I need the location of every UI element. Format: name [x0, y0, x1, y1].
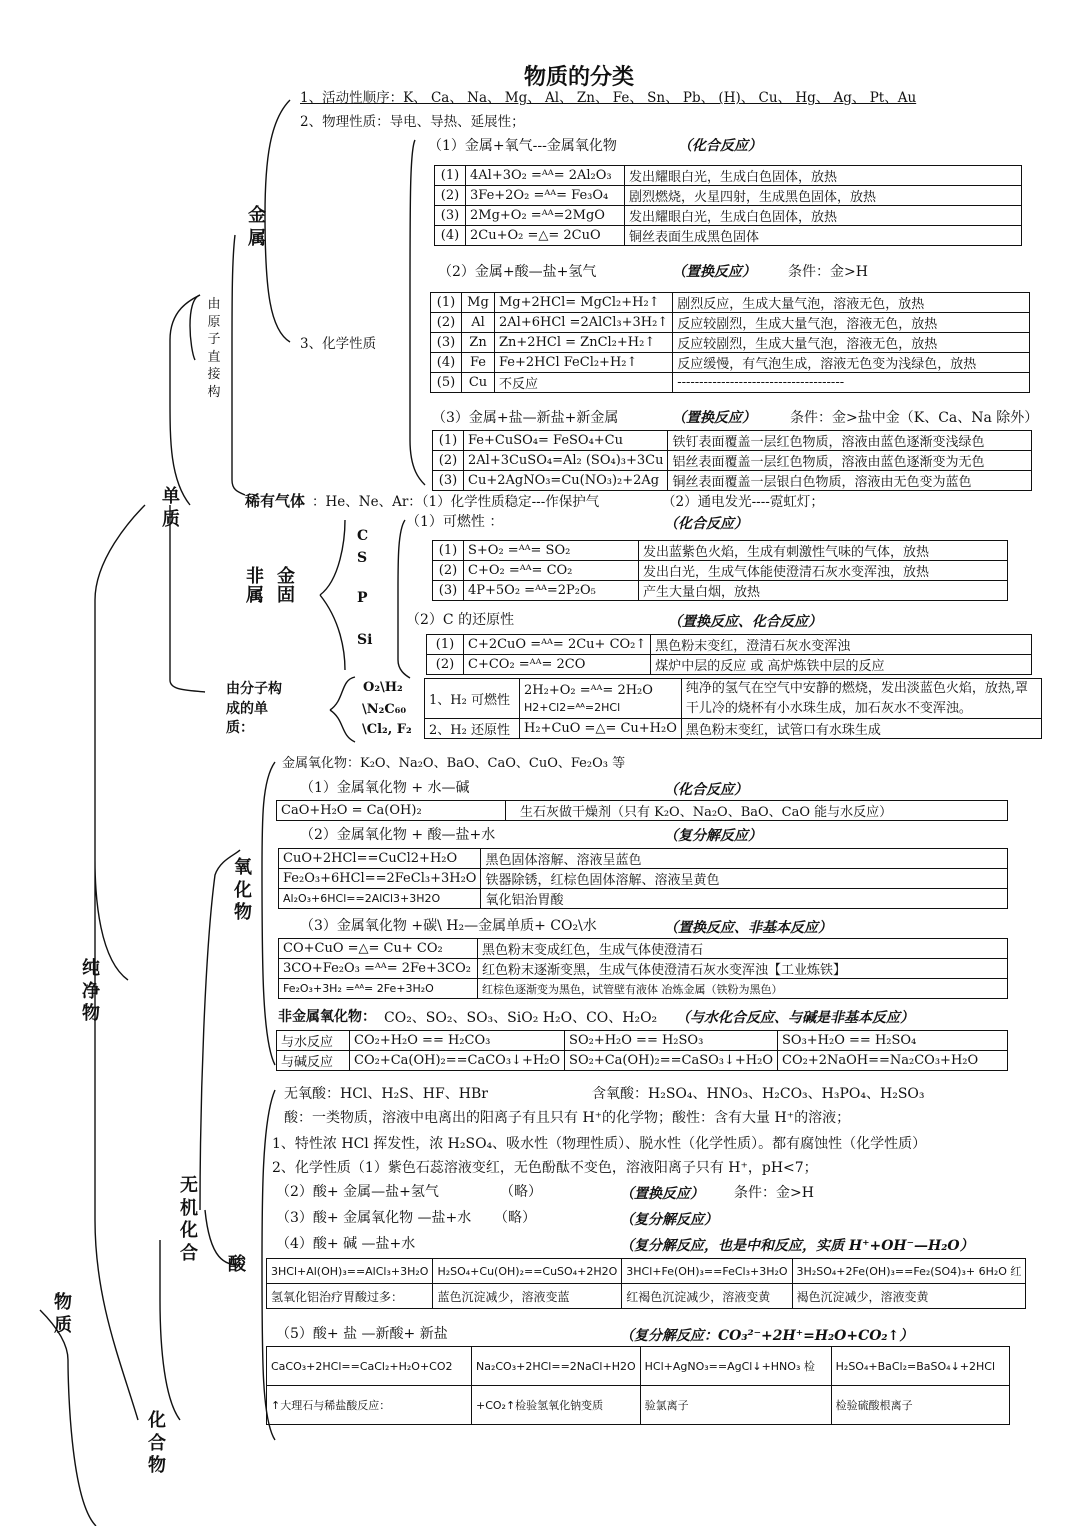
- cell: --------------------------------------: [673, 373, 1030, 393]
- node-nonmetal-solid: 金固: [277, 566, 295, 606]
- molecule-table: [424, 678, 1042, 739]
- nm-comb-note: （化合反应）: [664, 516, 748, 532]
- oxide-reduce-table: [278, 938, 1008, 999]
- table-row: [425, 679, 1042, 719]
- node-simple: 单质: [162, 486, 180, 530]
- cell: (2): [433, 561, 464, 581]
- cell: 3HCl+Fe(OH)₃==FeCl₃+3H₂O: [622, 1259, 792, 1284]
- table-row: [279, 979, 1008, 999]
- nm-comb-table: [432, 540, 1008, 601]
- metal-salt-table: [432, 430, 1032, 491]
- cell: (2): [435, 186, 466, 206]
- oxide-reduce-note: （置换反应、非基本反应）: [664, 920, 832, 936]
- table-row: [435, 226, 1022, 246]
- nm-reduce-table: [426, 634, 1032, 675]
- metal-oxygen-note: （化合反应）: [678, 138, 762, 154]
- cell: (1): [431, 293, 462, 313]
- nm-element-p: P: [357, 590, 368, 606]
- cell: 1、H₂ 可燃性: [425, 679, 520, 719]
- compound-bracket: [160, 1240, 180, 1420]
- acid-r5-note: （复分解反应：CO₃²⁻+2H⁺=H₂O+CO₂↑）: [620, 1328, 914, 1344]
- molecule-item-3: \Cl₂, F₂: [362, 722, 412, 737]
- node-atom-built: 由原子直接构: [207, 297, 221, 400]
- acid-r2-skip: （略）: [500, 1184, 542, 1200]
- acid-oxy: 含氧酸：H₂SO₄、HNO₃、H₂CO₃、H₃PO₄、H₂SO₃: [592, 1086, 925, 1102]
- cell: 检验硫酸根离子: [831, 1386, 1009, 1425]
- cell: 2Al+3CuSO₄=Al₂ (SO₄)₃+3Cu: [464, 451, 668, 471]
- cell: SO₂+H₂O == H₂SO₃: [565, 1031, 778, 1051]
- metal-salt-heading: （3）金属+盐—新盐+新金属: [432, 410, 619, 426]
- cell: Mg+2HCl= MgCl₂+H₂↑: [495, 293, 673, 313]
- table-row: [267, 1347, 1010, 1386]
- cell: S+O₂ =ᴬᴬ= SO₂: [464, 541, 639, 561]
- oxide-acid-table: [278, 848, 1008, 909]
- cell: 发出白光，生成气体能使澄清石灰水变浑浊，放热: [639, 561, 1008, 581]
- oxide-acid-heading: （2）金属氧化物 + 酸—盐+水: [300, 827, 496, 843]
- cell: 2Al+6HCl =2AlCl₃+3H₂↑: [495, 313, 673, 333]
- cell: 铜丝表面生成黑色固体: [625, 226, 1022, 246]
- oxide-water-note: （化合反应）: [664, 782, 748, 798]
- cell: Fe₂O₃+3H₂ =ᴬᴬ= 2Fe+3H₂O: [279, 979, 478, 999]
- cell: 验氯离子: [640, 1386, 831, 1425]
- table-row: [427, 635, 1032, 655]
- acid-r2: （2）酸+ 金属—盐+氢气: [276, 1184, 439, 1200]
- molecule-bracket: [330, 677, 355, 742]
- table-row: [433, 471, 1032, 491]
- cell: 氧化铝治胃酸: [481, 889, 1008, 909]
- table-row: [435, 166, 1022, 186]
- node-nonmetal: 非属: [246, 566, 264, 606]
- metal-oxygen-table: [434, 165, 1022, 246]
- cell: Fe+CuSO₄= FeSO₄+Cu: [464, 431, 668, 451]
- metal-acid-note: （置换反应）: [672, 264, 756, 280]
- molecule-item-1: O₂\H₂: [363, 680, 403, 695]
- cell: (3): [431, 333, 462, 353]
- cell: 不反应: [495, 373, 673, 393]
- cell: 3Fe+2O₂ =ᴬᴬ= Fe₃O₄: [466, 186, 625, 206]
- table-row: [425, 719, 1042, 739]
- metal-bracket: [265, 100, 290, 342]
- metal-to-tree: [232, 235, 245, 495]
- cell: 4Al+3O₂ =ᴬᴬ= 2Al₂O₃: [466, 166, 625, 186]
- cell: CaO+H₂O = Ca(OH)₂: [277, 801, 506, 821]
- cell: (4): [435, 226, 466, 246]
- metal-activity: 1、活动性顺序：K、 Ca、 Na、 Mg、 Al、 Zn、 Fe、 Sn、 Pb、 (H)、 Cu、 Hg、 Ag、 Pt、Au: [300, 90, 917, 106]
- cell: (2): [433, 451, 464, 471]
- cell: Mg: [462, 293, 495, 313]
- table-row: [431, 353, 1030, 373]
- metal-acid-table: [430, 292, 1030, 393]
- cell: C+2CuO =ᴬᴬ= 2Cu+ CO₂↑: [464, 635, 651, 655]
- formula-1: 2H₂+O₂ =ᴬᴬ= 2H₂O: [524, 682, 653, 698]
- oxide-nonmetal-label: 非金属氧化物：: [278, 1009, 376, 1025]
- cell: CO+CuO =△= Cu+ CO₂: [279, 939, 478, 959]
- cell: 3H₂SO₄+2Fe(OH)₃==Fe₂(SO4)₃+ 6H₂O 红: [792, 1259, 1026, 1284]
- cell: C+O₂ =ᴬᴬ= CO₂: [464, 561, 639, 581]
- node-inorganic: 无机化合: [180, 1175, 198, 1264]
- cell: Fe: [462, 353, 495, 373]
- cell: (5): [431, 373, 462, 393]
- acid-r4: （4）酸+ 碱 —盐+水: [276, 1236, 416, 1252]
- cell: 3HCl+Al(OH)₃==AlCl₃+3H₂O: [267, 1259, 433, 1284]
- nm-reduce-note: （置换反应、化合反应）: [668, 614, 822, 630]
- cell: (3): [433, 581, 464, 601]
- metal-physical: 2、物理性质：导电、导热、延展性；: [300, 114, 525, 130]
- oxide-nonmetal-note: （与水化合反应、与碱是非基本反应）: [676, 1010, 914, 1026]
- node-molecule: 由分子构成的单质：: [226, 681, 282, 737]
- cell: 黑色粉末变红，试管口有水珠生成: [681, 719, 1041, 739]
- cell: (3): [435, 206, 466, 226]
- node-oxide: 氧化物: [234, 857, 252, 923]
- acid-r5: （5）酸+ 盐 —新酸+ 新盐: [276, 1326, 448, 1342]
- cell: (1): [435, 166, 466, 186]
- acid-anoxic: 无氧酸：HCl、H₂S、HF、HBr: [284, 1086, 488, 1102]
- cell: 与碱反应: [277, 1051, 350, 1071]
- node-compound: 化合物: [148, 1410, 166, 1476]
- metal-salt-note: （置换反应）: [672, 410, 756, 426]
- cell: (1): [433, 431, 464, 451]
- chem-bracket: [410, 140, 425, 485]
- cell: Al: [462, 313, 495, 333]
- table-row: [279, 939, 1008, 959]
- cell: 4P+5O₂ =ᴬᴬ=2P₂O₅: [464, 581, 639, 601]
- node-pure: 纯净物: [82, 958, 100, 1024]
- table-row: [279, 959, 1008, 979]
- table-row: [277, 801, 1008, 821]
- cell: CO₂+H₂O == H₂CO₃: [350, 1031, 565, 1051]
- metal-oxygen-heading: （1）金属+氧气---金属氧化物: [428, 138, 617, 154]
- cell: 发出耀眼白光，生成白色固体，放热: [625, 206, 1022, 226]
- cell: 与水反应: [277, 1031, 350, 1051]
- acid-def: 酸：一类物质，溶液中电离出的阳离子有且只有 H⁺的化学物；酸性：含有大量 H⁺的溶液；: [284, 1110, 851, 1126]
- acid-r4-note: （复分解反应，也是中和反应，实质 H⁺+OH⁻—H₂O）: [620, 1238, 974, 1254]
- nm-elem-bracket: [398, 520, 410, 678]
- cell: 煤炉中层的反应 或 高炉炼铁中层的反应: [651, 655, 1032, 675]
- oxide-water-table: [276, 800, 1008, 821]
- nm-element-si: Si: [357, 632, 373, 648]
- cell: 红褐色沉淀减少，溶液变黄: [622, 1284, 792, 1309]
- cell: 反应较剧烈，生成大量气泡，溶液无色，放热: [673, 333, 1030, 353]
- table-row: [433, 561, 1008, 581]
- table-row: [435, 206, 1022, 226]
- root-bracket: [40, 1310, 96, 1526]
- cell: (4): [431, 353, 462, 373]
- cell: 发出蓝紫色火焰，生成有刺激性气味的气体，放热: [639, 541, 1008, 561]
- node-noble: 稀有气体: [245, 492, 306, 510]
- cell: Zn+2HCl = ZnCl₂+H₂↑: [495, 333, 673, 353]
- cell: CaCO₃+2HCl==CaCl₂+H₂O+CO2: [267, 1347, 472, 1386]
- cell: 剧烈燃烧，火星四射，生成黑色固体，放热: [625, 186, 1022, 206]
- cell: 黑色粉末变成红色，生成气体使澄清石: [478, 939, 1008, 959]
- cell: 铁钉表面覆盖一层红色物质，溶液由蓝色逐渐变浅绿色: [668, 431, 1032, 451]
- cell: 铁器除锈，红棕色固体溶解、溶液呈黄色: [481, 869, 1008, 889]
- table-row: [431, 333, 1030, 353]
- cell: CuO+2HCl==CuCl2+H₂O: [279, 849, 481, 869]
- node-acid: 酸: [228, 1254, 246, 1275]
- table-row: [433, 431, 1032, 451]
- cell: 2Cu+O₂ =△= 2CuO: [466, 226, 625, 246]
- cell: HCl+AgNO₃==AgCl↓+HNO₃ 检: [640, 1347, 831, 1386]
- noble-line2: （2）通电发光----霓虹灯；: [662, 494, 824, 510]
- acid-r2-note: （置换反应）: [620, 1186, 704, 1202]
- page-title: 物质的分类: [524, 64, 635, 90]
- cell: 褐色沉淀减少，溶液变黄: [792, 1284, 1026, 1309]
- cell: ↑大理石与稀盐酸反应：: [267, 1386, 472, 1425]
- node-metal: 金属: [248, 205, 266, 249]
- cell: (3): [433, 471, 464, 491]
- nonmetal-bracket: [320, 520, 345, 670]
- cell: SO₂+Ca(OH)₂==CaSO₃↓+H₂O: [565, 1051, 778, 1071]
- metal-chemical: 3、化学性质: [300, 336, 377, 352]
- cell: H₂SO₄+Cu(OH)₂==CuSO₄+2H2O: [433, 1259, 622, 1284]
- cell: (2): [427, 655, 464, 675]
- metal-salt-cond: 条件：金>盐中金（K、Ca、Na 除外）: [790, 410, 1039, 426]
- cell: 剧烈反应，生成大量气泡，溶液无色，放热: [673, 293, 1030, 313]
- cell: 黑色固体溶解、溶液呈蓝色: [481, 849, 1008, 869]
- acid-p2: 2、化学性质（1）紫色石蕊溶液变红，无色酚酞不变色，溶液阳离子只有 H⁺，pH<7；: [272, 1160, 818, 1176]
- acid-salt-table: [266, 1346, 1010, 1425]
- cell: 2Mg+O₂ =ᴬᴬ=2MgO: [466, 206, 625, 226]
- simple-to-atom: [190, 295, 200, 360]
- acid-r3-skip: （略）: [494, 1210, 536, 1226]
- cell: 红色粉末逐渐变黑，生成气体使澄清石灰水变浑浊【工业炼铁】: [478, 959, 1008, 979]
- nm-element-s: S: [357, 550, 368, 566]
- node-root: 物质: [54, 1292, 72, 1336]
- oxide-nonmetal-list: CO₂、SO₂、SO₃、SiO₂ H₂O、CO、H₂O₂: [384, 1010, 658, 1026]
- cell: 生石灰做干燥剂（只有 K₂O、Na₂O、BaO、CaO 能与水反应）: [506, 801, 1008, 821]
- metal-acid-heading: （2）金属+酸—盐+氢气: [438, 264, 597, 280]
- table-row: [433, 451, 1032, 471]
- acid-p1: 1、特性浓 HCl 挥发性，浓 H₂SO₄、吸水性（物理性质）、脱水性（化学性质）。都有腐蚀性（化学性质）: [272, 1136, 927, 1152]
- table-row: [431, 293, 1030, 313]
- table-row: [433, 541, 1008, 561]
- table-row: [435, 186, 1022, 206]
- acid-r3-note: （复分解反应）: [620, 1212, 718, 1228]
- cell: 铜丝表面覆盖一层银白色物质，溶液由无色变为蓝色: [668, 471, 1032, 491]
- cell: Cu: [462, 373, 495, 393]
- cell: (1): [433, 541, 464, 561]
- cell: CO₂+Ca(OH)₂==CaCO₃↓+H₂O: [350, 1051, 565, 1071]
- cell: 纯净的氢气在空气中安静的燃烧，发出淡蓝色火焰，放热,罩干儿冷的烧杯有小水珠生成，加石灰水不变浑浊。: [681, 679, 1041, 719]
- table-row: [433, 581, 1008, 601]
- cell: C+CO₂ =ᴬᴬ= 2CO: [464, 655, 651, 675]
- formula-2: H2+Cl2=ᴬᴬ=2HCl: [524, 700, 621, 714]
- cell: 红棕色逐渐变为黑色，试管壁有液体 冶炼金属（铁粉为黑色）: [478, 979, 1008, 999]
- cell: CO₂+2NaOH==Na₂CO₃+H₂O: [778, 1051, 1008, 1071]
- acid-base-table: [266, 1258, 1026, 1309]
- acid-r2-cond: 条件：金>H: [734, 1185, 814, 1201]
- molecule-item-2: \N₂C₆₀: [362, 702, 407, 717]
- cell: 蓝色沉淀减少，溶液变蓝: [433, 1284, 622, 1309]
- oxide-metal-text: 金属氧化物：K₂O、Na₂O、BaO、CaO、CuO、Fe₂O₃ 等: [282, 756, 626, 771]
- cell: (1): [427, 635, 464, 655]
- cell: 反应较剧烈，生成大量气泡，溶液无色，放热: [673, 313, 1030, 333]
- table-row: [267, 1284, 1026, 1309]
- nm-element-c: C: [357, 528, 369, 544]
- cell: (2): [431, 313, 462, 333]
- table-row: [277, 1031, 1008, 1051]
- table-row: [279, 849, 1008, 869]
- table-row: [279, 889, 1008, 909]
- acid-r3: （3）酸+ 金属氧化物 —盐+水: [276, 1210, 472, 1226]
- oxide-metal-list: [282, 756, 625, 772]
- cell: Zn: [462, 333, 495, 353]
- cell: 铝丝表面覆盖一层红色物质，溶液由蓝色逐渐变为无色: [668, 451, 1032, 471]
- cell: 2、H₂ 还原性: [425, 719, 520, 739]
- table-row: [277, 1051, 1008, 1071]
- metal-acid-cond: 条件：金>H: [788, 264, 868, 280]
- cell: H₂SO₄+BaCl₂=BaSO₄↓+2HCl: [831, 1347, 1009, 1386]
- oxide-water-heading: （1）金属氧化物 + 水—碱: [300, 780, 470, 796]
- cell: Na₂CO₃+2HCl==2NaCl+H2O: [472, 1347, 641, 1386]
- cell: 3CO+Fe₂O₃ =ᴬᴬ= 2Fe+3CO₂: [279, 959, 478, 979]
- cell: 黑色粉末变红，澄清石灰水变浑浊: [651, 635, 1032, 655]
- oxide-acid-note: （复分解反应）: [664, 828, 762, 844]
- cell: +CO₂↑检验氢氧化钠变质: [472, 1386, 641, 1425]
- oxide-nonmetal-table: [276, 1030, 1008, 1071]
- pure-bracket: [95, 505, 145, 1420]
- cell: Al₂O₃+6HCl==2AlCl3+3H2O: [279, 889, 481, 909]
- noble-line: ：He、Ne、Ar：（1）化学性质稳定---作保护气: [312, 494, 600, 510]
- table-row: [431, 313, 1030, 333]
- cell: 发出耀眼白光，生成白色固体，放热: [625, 166, 1022, 186]
- cell: 反应缓慢，有气泡生成，溶液无色变为浅绿色，放热: [673, 353, 1030, 373]
- nm-comb-heading: （1）可燃性 ：: [406, 514, 504, 530]
- cell: 氢氧化铝治疗胃酸过多：: [267, 1284, 433, 1309]
- cell: Cu+2AgNO₃=Cu(NO₃)₂+2Ag: [464, 471, 668, 491]
- table-row: [427, 655, 1032, 675]
- oxide-bracket: [262, 762, 275, 1065]
- cell: [520, 679, 682, 719]
- table-row: [431, 373, 1030, 393]
- cell: 产生大量白烟，放热: [639, 581, 1008, 601]
- table-row: [267, 1259, 1026, 1284]
- cell: Fe₂O₃+6HCl==2FeCl₃+3H₂O: [279, 869, 481, 889]
- cell: SO₃+H₂O == H₂SO₄: [778, 1031, 1008, 1051]
- table-row: [279, 869, 1008, 889]
- cell: H₂+CuO =△= Cu+H₂O: [520, 719, 682, 739]
- table-row: [267, 1386, 1010, 1425]
- nm-reduce-heading: （2）C 的还原性: [406, 612, 515, 628]
- oxide-reduce-heading: （3）金属氧化物 +碳\ H₂—金属单质+ CO₂\水: [300, 918, 597, 934]
- cell: Fe+2HCl FeCl₂+H₂↑: [495, 353, 673, 373]
